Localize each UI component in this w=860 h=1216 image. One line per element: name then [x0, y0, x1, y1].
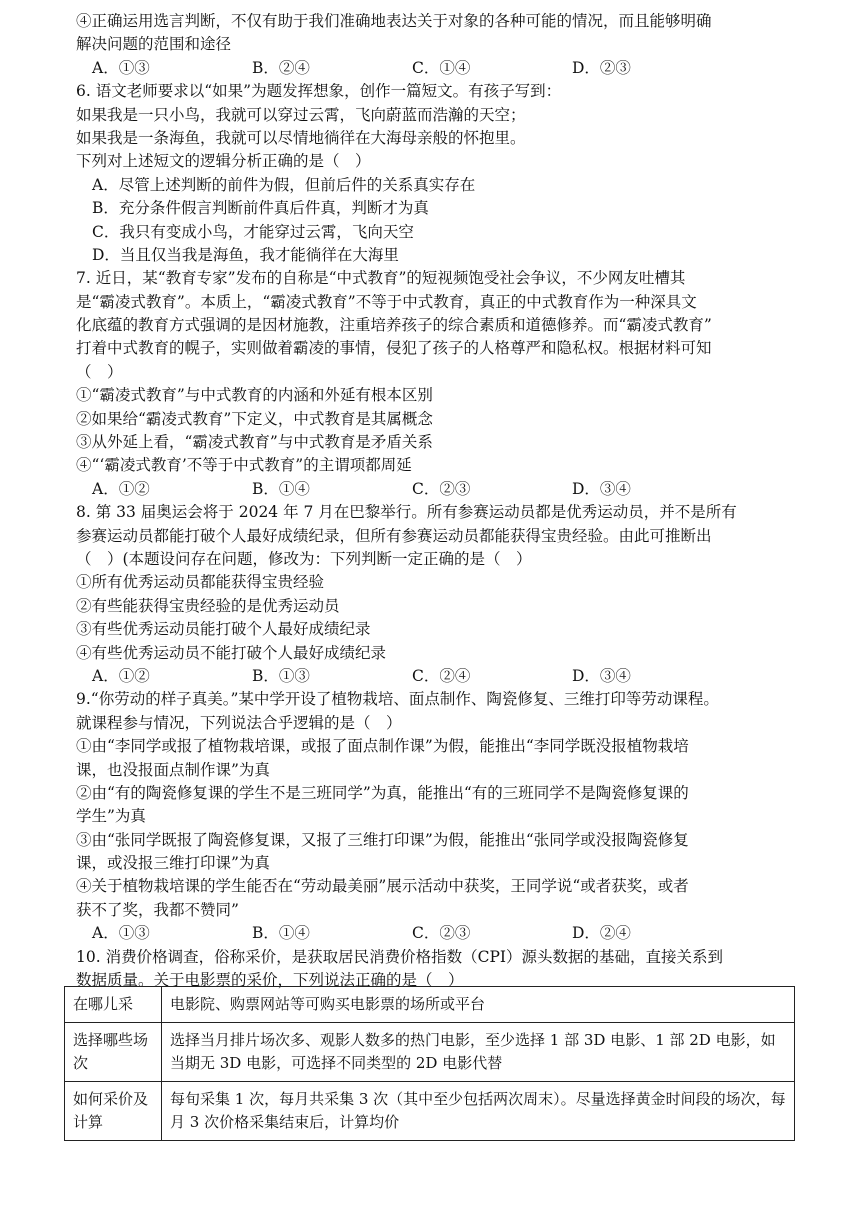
option-d: D．②④ — [572, 924, 631, 943]
q7-statement: ②如果给“霸凌式教育”下定义，中式教育是其属概念 — [76, 409, 433, 428]
q6-question: 下列对上述短文的逻辑分析正确的是（ ） — [76, 152, 371, 171]
q9-statement-cont: 课，也没报面点制作课”为真 — [76, 760, 270, 779]
q8-stem: 8. 第 33 届奥运会将于 2024 年 7 月在巴黎举行。所有参赛运动员都是优秀运动员，并不是所有 — [76, 503, 737, 522]
q7-blank: （ ） — [76, 362, 123, 381]
table-row — [65, 987, 795, 1023]
q10-stem: 10. 消费价格调查，俗称采价，是获取居民消费价格指数（CPI）源头数据的基础，直接关系到 — [76, 947, 723, 966]
q6-option-a: A．尽管上述判断的前件为假，但前后件的关系真实存在 — [92, 175, 476, 194]
option-b: B．①④ — [252, 924, 310, 943]
q7-statement: ①“霸凌式教育”与中式教育的内涵和外延有根本区别 — [76, 386, 433, 405]
option-c: C．①④ — [412, 58, 471, 77]
option-d: D．③④ — [572, 479, 631, 498]
price-survey-table — [64, 986, 795, 1141]
q9-statement-cont: 学生”为真 — [76, 807, 146, 826]
q5-statement-4-cont: 解决问题的范围和途径 — [76, 35, 232, 54]
option-b: B．②④ — [252, 58, 310, 77]
q6-option-d: D．当且仅当我是海鱼，我才能徜徉在大海里 — [92, 245, 399, 264]
q6-text-line: 如果我是一只小鸟，我就可以穿过云霄，飞向蔚蓝而浩瀚的天空； — [76, 105, 526, 124]
option-c: C．②③ — [412, 924, 471, 943]
q7-statement: ④“‘霸凌式教育’不等于中式教育”的主谓项都周延 — [76, 456, 412, 475]
q8-options — [76, 665, 796, 688]
q8-statement: ②有些能获得宝贵经验的是优秀运动员 — [76, 596, 340, 615]
document-body — [76, 10, 796, 992]
table-key-cell: 选择哪些场次 — [65, 1023, 162, 1082]
q7-stem-line: 化底蕴的教育方式强调的是因材施教，注重培养孩子的综合素质和道德修养。而“霸凌式教育” — [76, 316, 712, 335]
q10-stem-line: 数据质量。关于电影票的采价，下列说法正确的是（ ） — [76, 971, 464, 990]
q7-stem-line: 打着中式教育的幌子，实则做着霸凌的事情，侵犯了孩子的人格尊严和隐私权。根据材料可知 — [76, 339, 712, 358]
q8-stem-line: 参赛运动员都能打破个人最好成绩纪录，但所有参赛运动员都能获得宝贵经验。由此可推断出 — [76, 526, 712, 545]
q7-stem-line: 是“霸凌式教育”。本质上，“霸凌式教育”不等于中式教育，真正的中式教育作为一种深具文 — [76, 292, 697, 311]
option-b: B．①④ — [252, 479, 310, 498]
table-key-cell: 在哪儿采 — [65, 987, 162, 1023]
q6-option-c: C．我只有变成小鸟，才能穿过云霄，飞向天空 — [92, 222, 414, 241]
q8-statement: ④有些优秀运动员不能打破个人最好成绩纪录 — [76, 643, 387, 662]
option-d: D．②③ — [572, 58, 631, 77]
table-row — [65, 1023, 795, 1082]
q9-statement: ①由“李同学或报了植物栽培课，或报了面点制作课”为假，能推出“李同学既没报植物栽培 — [76, 737, 689, 756]
q7-statement: ③从外延上看，“霸凌式教育”与中式教育是矛盾关系 — [76, 433, 433, 452]
q9-statement-cont: 课，或没报三维打印课”为真 — [76, 854, 270, 873]
q5-options — [76, 57, 796, 80]
q6-text-line: 如果我是一条海鱼，我就可以尽情地徜徉在大海母亲般的怀抱里。 — [76, 128, 526, 147]
option-b: B．①③ — [252, 666, 310, 685]
option-c: C．②③ — [412, 479, 471, 498]
option-a: A．①③ — [92, 924, 150, 943]
q8-statement: ③有些优秀运动员能打破个人最好成绩纪录 — [76, 620, 371, 639]
option-d: D．③④ — [572, 666, 631, 685]
table-value-cell: 选择当月排片场次多、观影人数多的热门电影，至少选择 1 部 3D 电影、1 部 2D 电影，如当期无 3D 电影，可选择不同类型的 2D 电影代替 — [162, 1023, 795, 1082]
q9-statement: ④关于植物栽培课的学生能否在“劳动最美丽”展示活动中获奖，王同学说“或者获奖，或者 — [76, 877, 689, 896]
table-row — [65, 1082, 795, 1141]
table-value-cell: 每旬采集 1 次，每月共采集 3 次（其中至少包括两次周末）。尽量选择黄金时间段的场次，每月 3 次价格采集结束后，计算均价 — [162, 1082, 795, 1141]
table-key-cell: 如何采价及计算 — [65, 1082, 162, 1141]
table-value-cell: 电影院、购票网站等可购买电影票的场所或平台 — [162, 987, 795, 1023]
q9-stem-line: 就课程参与情况，下列说法合乎逻辑的是（ ） — [76, 713, 402, 732]
option-a: A．①② — [92, 666, 150, 685]
q9-options — [76, 922, 796, 945]
q9-statement: ②由“有的陶瓷修复课的学生不是三班同学”为真，能推出“有的三班同学不是陶瓷修复课的 — [76, 783, 689, 802]
q5-statement-4: ④正确运用选言判断，不仅有助于我们准确地表达关于对象的各种可能的情况，而且能够明确 — [76, 12, 712, 30]
q9-stem: 9.“你劳动的样子真美。”某中学开设了植物栽培、面点制作、陶瓷修复、三维打印等劳动课程。 — [76, 690, 719, 709]
option-a: A．①② — [92, 479, 150, 498]
q6-stem: 6. 语文老师要求以“如果”为题发挥想象，创作一篇短文。有孩子写到： — [76, 82, 562, 101]
q9-statement: ③由“张同学既报了陶瓷修复课，又报了三维打印课”为假，能推出“张同学或没报陶瓷修复 — [76, 830, 689, 849]
q7-options — [76, 478, 796, 501]
option-c: C．②④ — [412, 666, 471, 685]
q7-stem: 7. 近日，某“教育专家”发布的自称是“中式教育”的短视频饱受社会争议，不少网友吐槽其 — [76, 269, 686, 288]
q6-option-b: B．充分条件假言判断前件真后件真，判断才为真 — [92, 199, 429, 218]
q9-statement-cont: 获不了奖，我都不赞同” — [76, 900, 239, 919]
option-a: A．①③ — [92, 58, 150, 77]
q8-stem-line: （ ）(本题设问存在问题，修改为：下列判断一定正确的是（ ） — [76, 549, 532, 568]
q8-statement: ①所有优秀运动员都能获得宝贵经验 — [76, 573, 325, 592]
